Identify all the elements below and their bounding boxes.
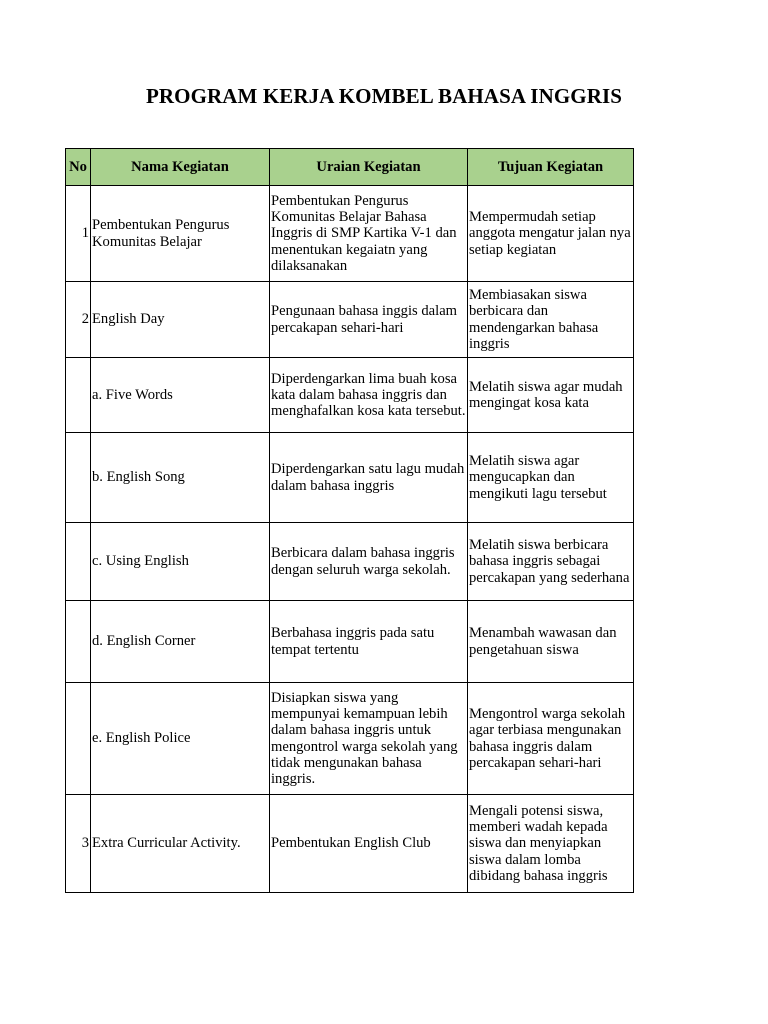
activity-goal: Menambah wawasan dan pengetahuan siswa xyxy=(468,601,634,683)
table-row xyxy=(66,282,634,358)
activity-description: Berbahasa inggris pada satu tempat tertentu xyxy=(270,601,468,683)
activity-description: Diperdengarkan lima buah kosa kata dalam bahasa inggris dan menghafalkan kosa kata tersebut. xyxy=(270,358,468,433)
table-row xyxy=(66,683,634,795)
activity-description: Pembentukan Pengurus Komunitas Belajar Bahasa Inggris di SMP Kartika V-1 dan menentukan kegaiatn yang dilaksanakan xyxy=(270,186,468,282)
table-row xyxy=(66,523,634,601)
program-table xyxy=(65,148,634,893)
activity-description: Diperdengarkan satu lagu mudah dalam bahasa inggris xyxy=(270,433,468,523)
activity-goal: Mengali potensi siswa, memberi wadah kepada siswa dan menyiapkan siswa dalam lomba dibidang bahasa inggris xyxy=(468,795,634,893)
table-row xyxy=(66,601,634,683)
activity-goal: Melatih siswa agar mengucapkan dan mengikuti lagu tersebut xyxy=(468,433,634,523)
header-uraian-kegiatan: Uraian Kegiatan xyxy=(270,149,468,186)
table-header-row xyxy=(66,149,634,186)
header-tujuan-kegiatan: Tujuan Kegiatan xyxy=(468,149,634,186)
activity-name: Extra Curricular Activity. xyxy=(91,795,270,893)
row-number xyxy=(66,433,91,523)
activity-description: Pembentukan English Club xyxy=(270,795,468,893)
activity-description: Pengunaan bahasa inggis dalam percakapan sehari-hari xyxy=(270,282,468,358)
activity-description: Berbicara dalam bahasa inggris dengan seluruh warga sekolah. xyxy=(270,523,468,601)
row-number: 1 xyxy=(66,186,91,282)
activity-name: c. Using English xyxy=(91,523,270,601)
document-title: PROGRAM KERJA KOMBEL BAHASA INGGRIS xyxy=(145,84,623,108)
activity-name: Pembentukan Pengurus Komunitas Belajar xyxy=(91,186,270,282)
activity-name: e. English Police xyxy=(91,683,270,795)
activity-goal: Membiasakan siswa berbicara dan mendengarkan bahasa inggris xyxy=(468,282,634,358)
row-number xyxy=(66,683,91,795)
table-row xyxy=(66,433,634,523)
activity-goal: Mempermudah setiap anggota mengatur jalan nya setiap kegiatan xyxy=(468,186,634,282)
row-number: 3 xyxy=(66,795,91,893)
activity-goal: Melatih siswa agar mudah mengingat kosa kata xyxy=(468,358,634,433)
row-number xyxy=(66,601,91,683)
row-number xyxy=(66,358,91,433)
header-nama-kegiatan: Nama Kegiatan xyxy=(91,149,270,186)
table-row xyxy=(66,186,634,282)
table-row xyxy=(66,795,634,893)
header-no: No xyxy=(66,149,91,186)
activity-goal: Mengontrol warga sekolah agar terbiasa mengunakan bahasa inggris dalam percakapan sehari-hari xyxy=(468,683,634,795)
activity-name: a. Five Words xyxy=(91,358,270,433)
row-number xyxy=(66,523,91,601)
activity-goal: Melatih siswa berbicara bahasa inggris sebagai percakapan yang sederhana xyxy=(468,523,634,601)
table-row xyxy=(66,358,634,433)
activity-name: English Day xyxy=(91,282,270,358)
row-number: 2 xyxy=(66,282,91,358)
activity-name: b. English Song xyxy=(91,433,270,523)
activity-description: Disiapkan siswa yang mempunyai kemampuan lebih dalam bahasa inggris untuk mengontrol warga sekolah yang tidak mengunakan bahasa inggris. xyxy=(270,683,468,795)
activity-name: d. English Corner xyxy=(91,601,270,683)
